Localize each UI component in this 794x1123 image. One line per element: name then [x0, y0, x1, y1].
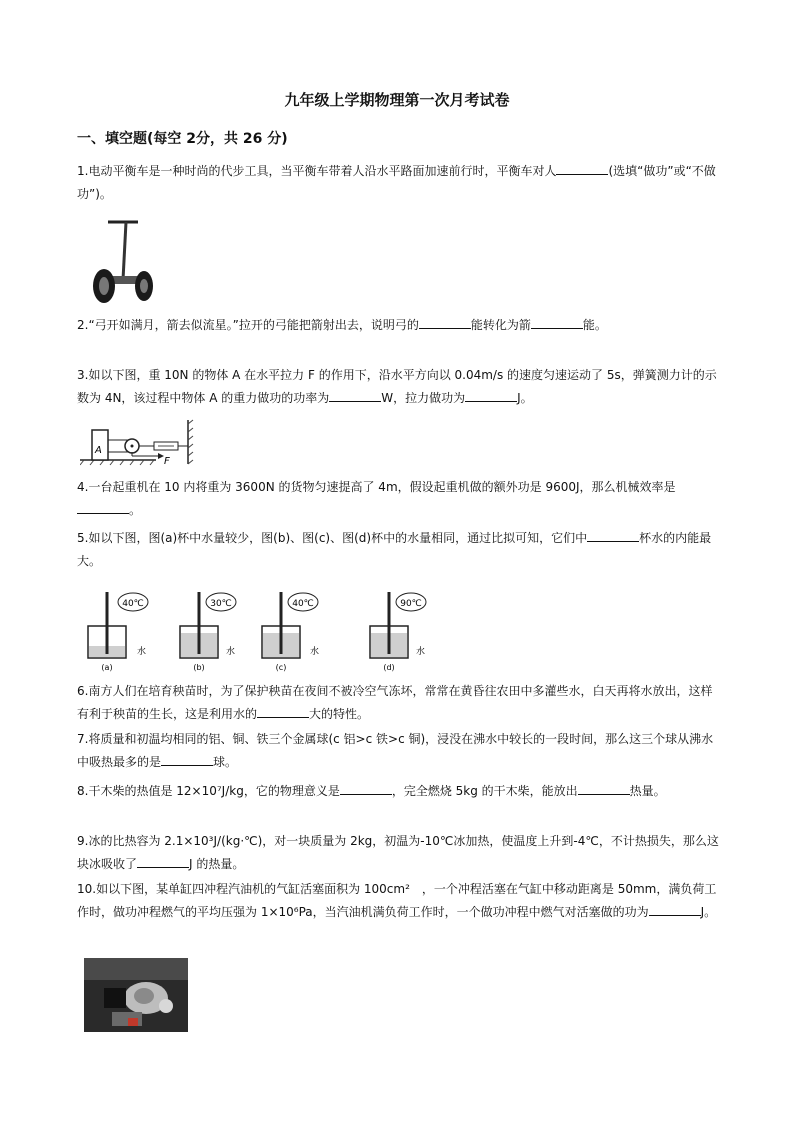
question-text: 8.干木柴的热值是 12×10⁷J/kg，它的物理意义是 — [77, 784, 340, 798]
cup-label: (c) — [275, 663, 287, 672]
question-8 — [77, 780, 722, 803]
question-text: 7.将质量和初温均相同的铝、铜、铁三个金属球(c 铝>c 铁>c 铜)，浸没在沸水中较长的一段时间，那么这三个球从沸水中吸热最多的是 — [77, 732, 714, 769]
answer-blank[interactable] — [465, 389, 517, 402]
beaker-a — [80, 586, 158, 674]
beaker-d — [362, 586, 440, 674]
question-1 — [77, 160, 722, 206]
question-2 — [77, 314, 722, 337]
answer-blank[interactable] — [257, 705, 309, 718]
question-text: (选填“做功”或“不做功”)。 — [77, 164, 716, 201]
question-text: 6.南方人们在培育秧苗时，为了保护秧苗在夜间不被冷空气冻坏，常常在黄昏往农田中多灌些水，白天再将水放出，这样有利于秧苗的生长，这是利用水的 — [77, 684, 713, 721]
answer-blank[interactable] — [578, 782, 630, 795]
water-label: 水 — [226, 647, 236, 657]
question-text: 能。 — [582, 318, 607, 332]
question-text: 4.一台起重机在 10 内将重为 3600N 的货物匀速提高了 4m，假设起重机做的额外功是 9600J，那么机械效率是 — [77, 480, 676, 494]
temp-reading: 40℃ — [292, 599, 314, 609]
question-5 — [77, 527, 722, 573]
section-heading: 一、填空题(每空 2分，共 26 分) — [77, 131, 288, 147]
question-text: 杯水的内能最大。 — [77, 531, 712, 568]
question-text: 球。 — [213, 755, 238, 769]
water-label: 水 — [137, 647, 147, 657]
question-text: 10.如以下图，某单缸四冲程汽油机的气缸活塞面积为 100cm² ，一个冲程活塞在气缸中移动距离是 50mm，满负荷工作时，做功冲程燃气的平均压强为 1×10⁶Pa，当汽油机满负荷工作时，一个做功冲程中燃气对活塞做的功为 — [77, 882, 717, 919]
answer-blank[interactable] — [340, 782, 392, 795]
question-text: J。 — [517, 391, 533, 405]
question-text: 2.“弓开如满月，箭去似流星。”拉开的弓能把箭射出去，说明弓的 — [77, 318, 419, 332]
question-text: 能转化为箭 — [470, 318, 531, 332]
question-text: J。 — [700, 905, 717, 919]
beakers-figure — [80, 586, 440, 674]
beaker-c — [254, 586, 332, 674]
answer-blank[interactable] — [649, 903, 701, 916]
cup-label: (a) — [101, 663, 113, 672]
answer-blank[interactable] — [587, 529, 639, 542]
force-label: F — [164, 456, 170, 466]
block-label: A — [95, 445, 102, 456]
question-text: 9.冰的比热容为 2.1×10³J/(kg·℃)，对一块质量为 2kg，初温为-10℃冰加热，使温度上升到-4℃，不计热损失，那么这块冰吸收了 — [77, 834, 719, 871]
temp-reading: 40℃ — [122, 599, 144, 609]
question-text: 大的特性。 — [309, 707, 370, 721]
balance-scooter-figure — [86, 218, 156, 306]
temp-reading: 30℃ — [210, 599, 232, 609]
question-text: W，拉力做功为 — [381, 391, 466, 405]
question-text: J 的热量。 — [189, 857, 245, 871]
question-7 — [77, 728, 722, 774]
temp-reading: 90℃ — [400, 599, 422, 609]
engine-photo — [84, 958, 188, 1032]
page-title: 九年级上学期物理第一次月考试卷 — [284, 91, 510, 109]
cup-label: (d) — [383, 663, 395, 672]
cup-label: (b) — [193, 663, 205, 672]
steering-column — [123, 222, 126, 280]
answer-blank[interactable] — [556, 162, 608, 175]
answer-blank[interactable] — [531, 316, 583, 329]
answer-blank[interactable] — [77, 501, 129, 514]
pulley-figure — [80, 418, 196, 466]
question-6 — [77, 680, 722, 726]
question-text: 5.如以下图，图(a)杯中水量较少，图(b)、图(c)、图(d)杯中的水量相同，通过比拟可知，它们中 — [77, 531, 588, 545]
question-text: 。 — [129, 503, 142, 517]
question-3 — [77, 364, 722, 410]
answer-blank[interactable] — [419, 316, 471, 329]
question-10 — [77, 878, 722, 924]
water-label: 水 — [416, 647, 426, 657]
question-4 — [77, 476, 722, 522]
question-text: 3.如以下图，重 10N 的物体 A 在水平拉力 F 的作用下，沿水平方向以 0.04m/s 的速度匀速运动了 5s，弹簧测力计的示数为 4N，该过程中物体 A 的重力做功的功率为 — [77, 368, 717, 405]
question-text: 热量。 — [629, 784, 666, 798]
water-label: 水 — [310, 647, 320, 657]
question-text: ，完全燃烧 5kg 的干木柴，能放出 — [391, 784, 578, 798]
answer-blank[interactable] — [161, 753, 213, 766]
answer-blank[interactable] — [137, 855, 189, 868]
question-text: 1.电动平衡车是一种时尚的代步工具，当平衡车带着人沿水平路面加速前行时，平衡车对人 — [77, 164, 557, 178]
beaker-b — [172, 586, 250, 674]
question-9 — [77, 830, 722, 876]
answer-blank[interactable] — [329, 389, 381, 402]
